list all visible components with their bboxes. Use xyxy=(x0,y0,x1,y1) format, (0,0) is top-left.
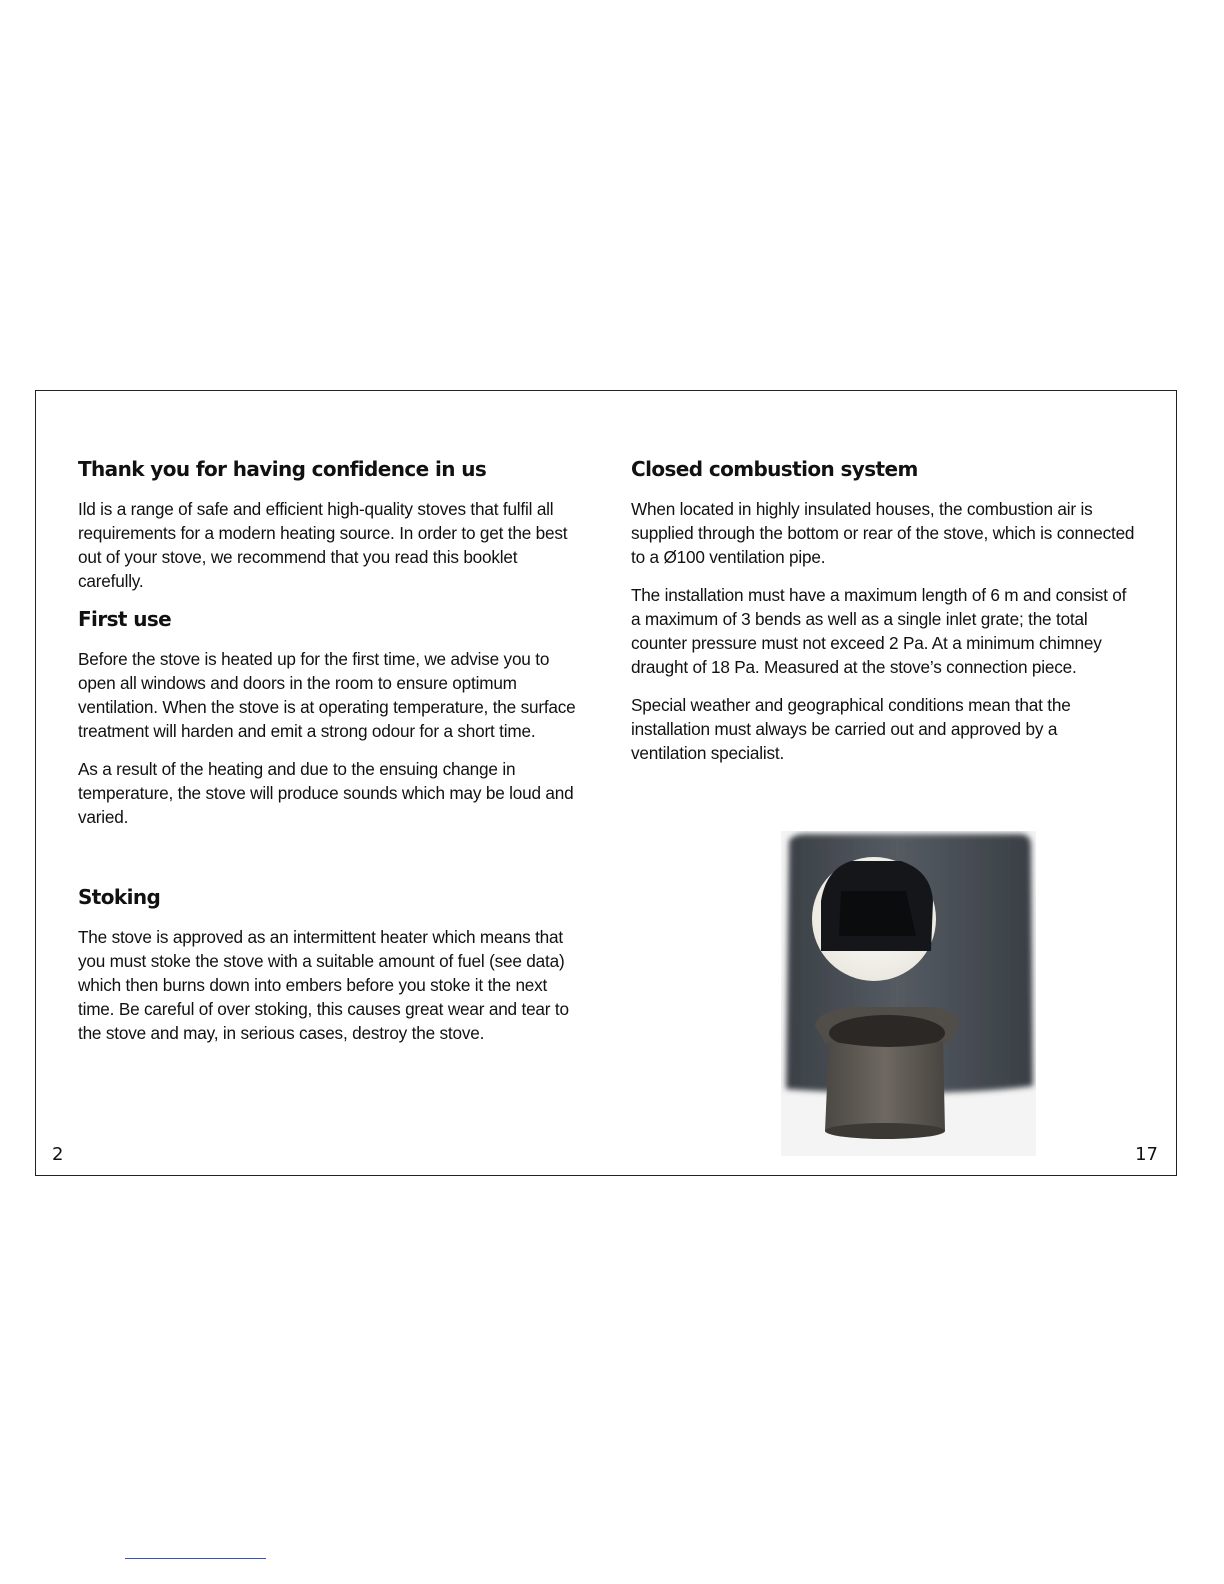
footnote-rule xyxy=(125,1558,266,1559)
heading-closed-combustion: Closed combustion system xyxy=(631,457,918,481)
stove-air-inlet-photo xyxy=(781,831,1036,1156)
paragraph-combustion-3: Special weather and geographical conditions mean that the installation must always be carried out and approved by a ventilation specialist. xyxy=(631,695,1071,763)
paragraph-stoking: The stove is approved as an intermittent heater which means that you must stoke the stove with a suitable amount of fuel (see data) which then burns down into embers before you stoke it the next time. Be careful of over stoking, this causes great wear and tear to the stove and may, in serious cases, destroy the stove. xyxy=(78,927,569,1043)
paragraph-combustion-2: The installation must have a maximum length of 6 m and consist of a maximum of 3 bends as well as a single inlet grate; the total counter pressure must not exceed 2 Pa. At a minimum chimney draught of 18 Pa. Measured at the stove’s connection piece. xyxy=(631,585,1127,677)
paragraph-first-use-1: Before the stove is heated up for the first time, we advise you to open all windows and doors in the room to ensure optimum ventilation. When the stove is at operating temperature, the surface treatment will harden and emit a strong odour for a short time. xyxy=(78,649,576,741)
left-page-column xyxy=(78,457,583,1059)
heading-thank-you: Thank you for having confidence in us xyxy=(78,457,487,481)
heading-stoking: Stoking xyxy=(78,885,161,909)
booklet-spread xyxy=(35,390,1177,1176)
paragraph-first-use-2: As a result of the heating and due to the ensuing change in temperature, the stove will produce sounds which may be loud and varied. xyxy=(78,759,574,827)
page-number-right: 17 xyxy=(1135,1144,1158,1165)
page-number-left: 2 xyxy=(52,1144,64,1165)
paragraph-combustion-1: When located in highly insulated houses, the combustion air is supplied through the bottom or rear of the stove, which is connected to a Ø100 ventilation pipe. xyxy=(631,499,1135,567)
heading-first-use: First use xyxy=(78,607,172,631)
right-page-column xyxy=(631,457,1136,779)
paragraph-intro: Ild is a range of safe and efficient high-quality stoves that fulfil all requirements for a modern heating source. In order to get the best out of your stove, we recommend that you read this booklet carefully. xyxy=(78,499,568,591)
